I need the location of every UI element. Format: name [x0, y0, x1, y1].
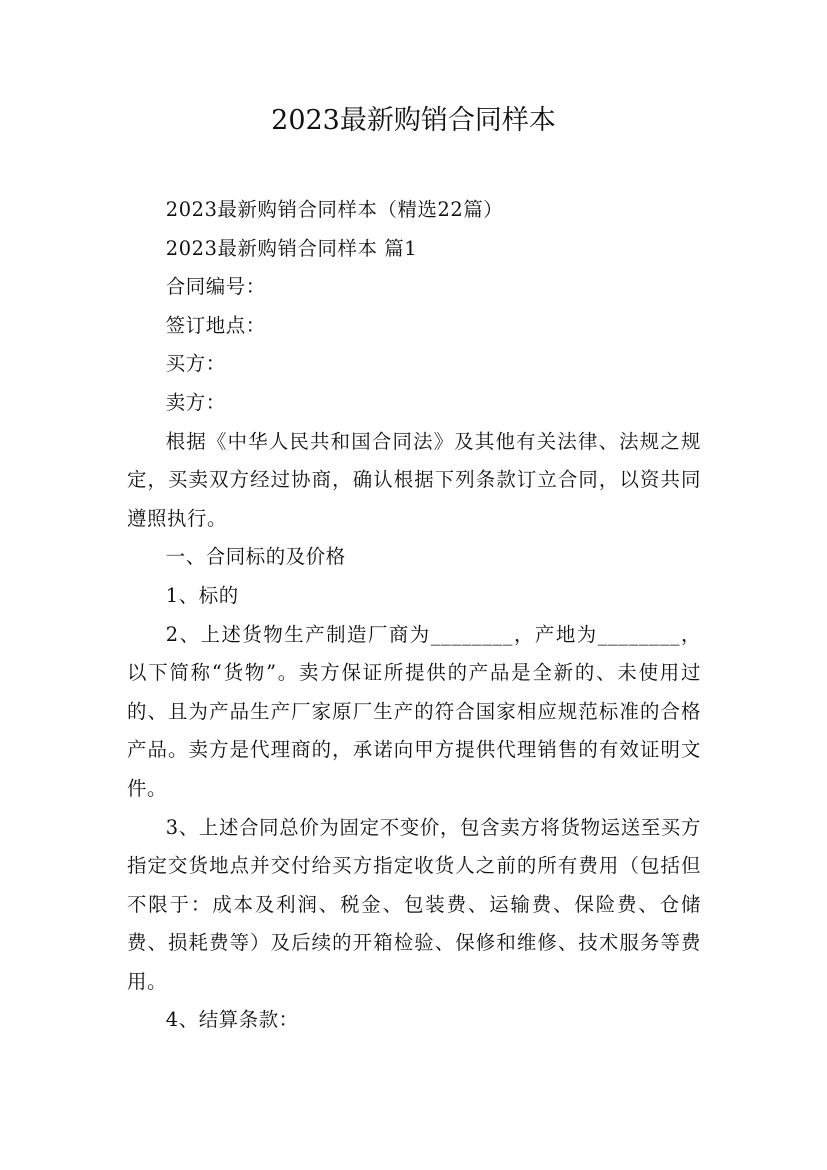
paragraph-clause-1-heading: 一、合同标的及价格 — [165, 545, 346, 569]
paragraph-section-heading: 2023最新购销合同样本 篇1 — [165, 236, 418, 260]
paragraph-buyer: 买方： — [165, 352, 226, 376]
paragraph-subtitle: 2023最新购销合同样本（精选22篇） — [165, 198, 504, 221]
document-body — [127, 191, 701, 1040]
paragraph-signing-place: 签订地点： — [165, 313, 266, 337]
paragraph-item-4: 4、结算条款： — [165, 1008, 299, 1032]
paragraph-seller: 卖方： — [165, 390, 226, 414]
paragraph-preamble: 根据《中华人民共和国合同法》及其他有关法律、法规之规定，买卖双方经过协商，确认根据下列条款订立合同，以资共同遵照执行。 — [127, 429, 701, 530]
paragraph-item-3: 3、上述合同总价为固定不变价，包含卖方将货物运送至买方指定交货地点并交付给买方指定收货人之前的所有费用（包括但不限于：成本及利润、税金、包装费、运输费、保险费、仓储费、损耗费等）及后续的开箱检验、保修和维修、技术服务等费用。 — [127, 815, 701, 993]
paragraph-item-2: 2、上述货物生产制造厂商为________，产地为________，以下简称“货物”。卖方保证所提供的产品是全新的、未使用过的、且为产品生产厂家原厂生产的符合国家相应规范标准的合格产品。卖方是代理商的，承诺向甲方提供代理销售的有效证明文件。 — [127, 622, 701, 800]
paragraph-contract-number: 合同编号： — [165, 275, 266, 299]
paragraph-item-1: 1、标的 — [165, 583, 239, 607]
document-title: 2023最新购销合同样本 — [271, 105, 556, 136]
